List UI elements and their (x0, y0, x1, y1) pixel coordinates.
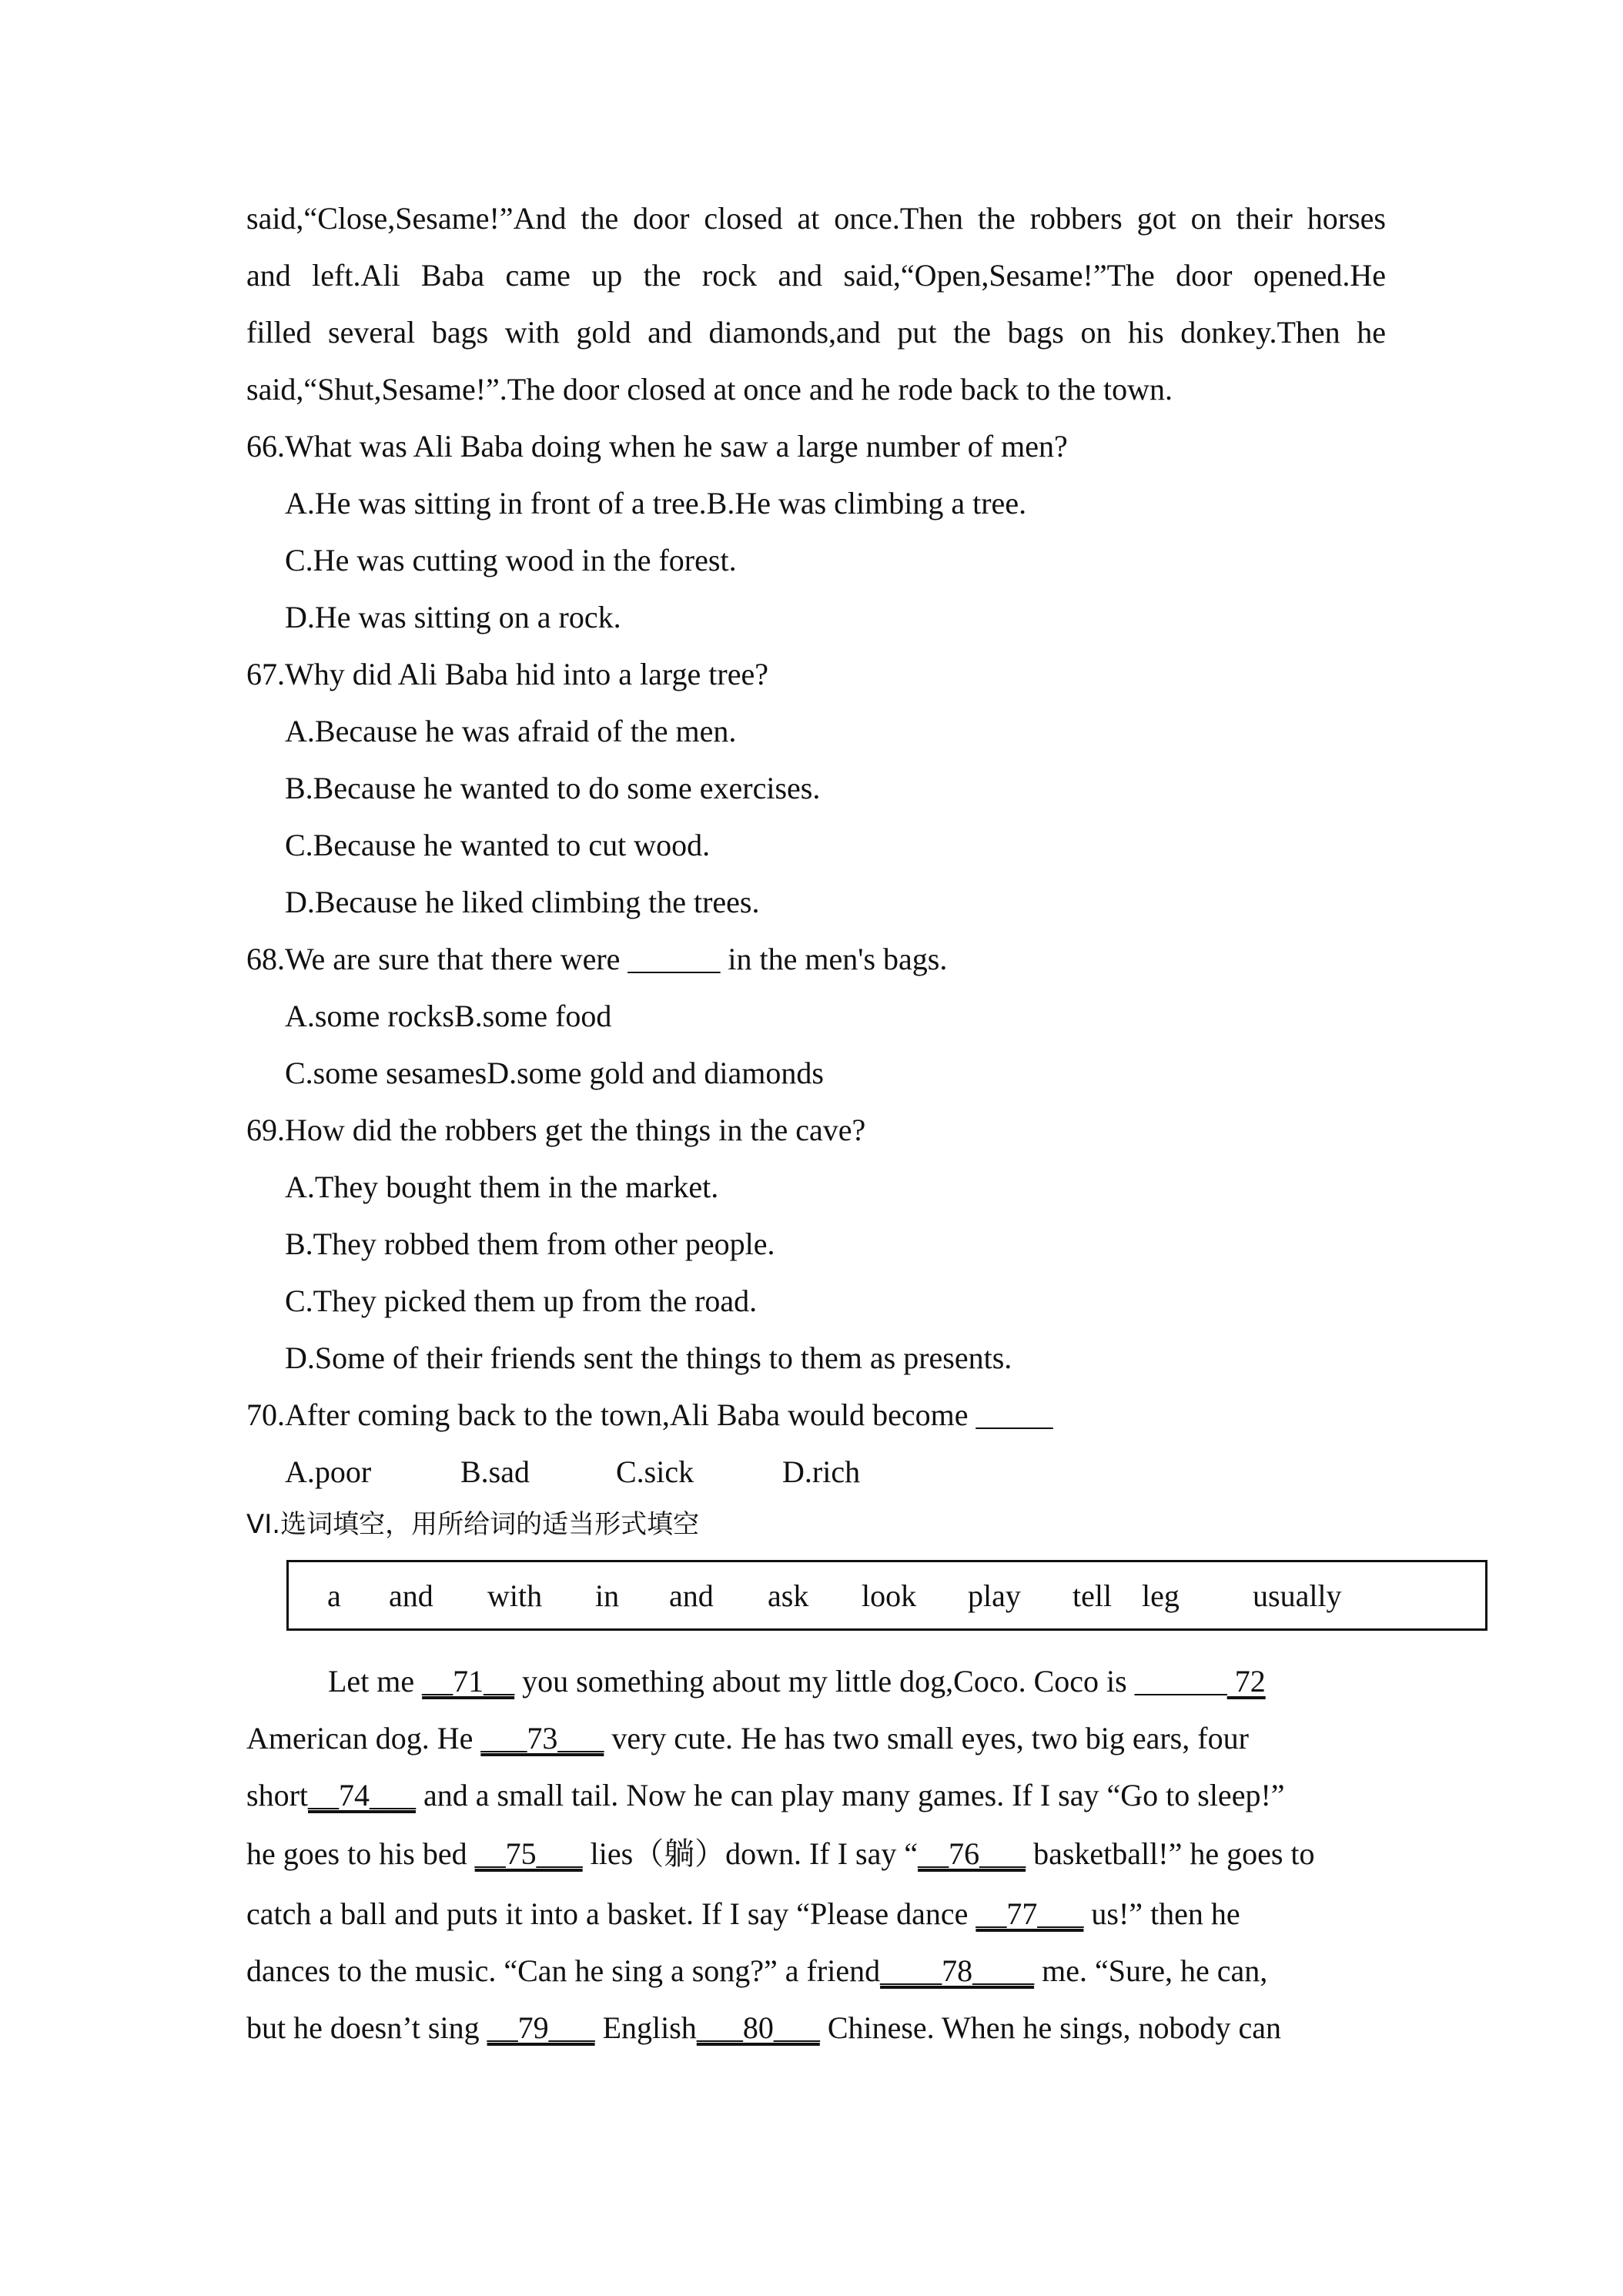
question-67-option: B.Because he wanted to do some exercises. (285, 771, 821, 805)
blank-72[interactable]: ______ (1134, 1664, 1227, 1699)
passage-line: said,“Shut,Sesame!”.The door closed at once and he rode back to the town. (246, 372, 1173, 407)
fill-text: Let me (328, 1664, 423, 1699)
question-70-option: B.sad (460, 1454, 530, 1489)
fill-line (246, 1777, 1386, 1814)
blank-77[interactable]: __77___ (975, 1896, 1084, 1931)
fill-line (328, 1663, 1386, 1700)
word-bank-item: in (595, 1578, 620, 1613)
fill-line (246, 1953, 1386, 1990)
fill-text: and a small tail. Now he can play many games. If I say “Go to sleep!” (416, 1778, 1285, 1812)
question-70-option: C.sick (616, 1454, 694, 1489)
fill-line (246, 1836, 1386, 1873)
passage-line: filled several bags with gold and diamonds,and put the bags on his donkey.Then he (246, 315, 1386, 350)
word-bank-item: leg (1142, 1578, 1180, 1613)
question-67-stem: 67.Why did Ali Baba hid into a large tree? (246, 657, 768, 691)
fill-text: me. “Sure, he can, (1034, 1953, 1268, 1988)
blank-76[interactable]: __76___ (918, 1836, 1026, 1871)
fill-text: very cute. He has two small eyes, two big ears, four (604, 1721, 1249, 1755)
question-67-option: D.Because he liked climbing the trees. (285, 885, 760, 919)
section-title: VI.选词填空，用所给词的适当形式填空 (246, 1509, 700, 1540)
fill-text: you something about my little dog,Coco. Coco is (514, 1664, 1135, 1699)
passage-line: said,“Close,Sesame!”And the door closed at once.Then the robbers got on their horses (246, 201, 1386, 236)
blank-73[interactable]: ___73___ (480, 1721, 604, 1755)
question-70-option: D.rich (782, 1454, 861, 1489)
question-69-option: A.They bought them in the market. (285, 1170, 719, 1204)
fill-text: basketball!” he goes to (1026, 1836, 1315, 1871)
fill-text: he goes to his bed (246, 1836, 475, 1871)
word-bank-item: play (968, 1578, 1021, 1613)
question-67-option: A.Because he was afraid of the men. (285, 714, 737, 748)
fill-line (246, 1720, 1386, 1757)
blank-78[interactable]: ____78____ (880, 1953, 1035, 1988)
fill-line (246, 1896, 1386, 1933)
fill-text: short (246, 1778, 308, 1812)
question-68-stem: 68.We are sure that there were ______ in the men's bags. (246, 942, 948, 976)
fill-text: dances to the music. “Can he sing a song?” a friend (246, 1953, 881, 1988)
word-bank-item: ask (768, 1578, 809, 1613)
blank-79[interactable]: __79___ (487, 2010, 595, 2045)
question-68-option: C.some sesamesD.some gold and diamonds (285, 1056, 824, 1090)
word-bank-item: look (862, 1578, 917, 1613)
fill-text: lies（躺）down. If I say “ (582, 1836, 919, 1871)
blank-72-number: 72 (1226, 1664, 1266, 1699)
question-70-option: A.poor (285, 1454, 372, 1489)
word-bank-box (286, 1560, 1487, 1631)
fill-text: Chinese. When he sings, nobody can (819, 2010, 1281, 2045)
question-66-option: D.He was sitting on a rock. (285, 600, 621, 634)
blank-74[interactable]: __74___ (308, 1778, 416, 1812)
question-69-option: D.Some of their friends sent the things to them as presents. (285, 1340, 1012, 1375)
question-69-option: C.They picked them up from the road. (285, 1284, 758, 1318)
word-bank-item: with (487, 1578, 543, 1613)
question-69-option: B.They robbed them from other people. (285, 1227, 775, 1261)
question-66-option: A.He was sitting in front of a tree.B.He was climbing a tree. (285, 486, 1027, 520)
question-70-stem: 70.After coming back to the town,Ali Baba would become _____ (246, 1397, 1053, 1432)
blank-71[interactable]: __71__ (422, 1664, 515, 1699)
word-bank-item: usually (1253, 1578, 1342, 1613)
question-66-stem: 66.What was Ali Baba doing when he saw a large number of men? (246, 429, 1068, 464)
word-bank-item: tell (1073, 1578, 1113, 1613)
fill-text: English (594, 2010, 697, 2045)
fill-text: but he doesn’t sing (246, 2010, 487, 2045)
passage-line: and left.Ali Baba came up the rock and said,“Open,Sesame!”The door opened.He (246, 258, 1386, 293)
fill-text: catch a ball and puts it into a basket. If I say “Please dance (246, 1896, 976, 1931)
fill-line (246, 2010, 1386, 2047)
word-bank-item: a (327, 1578, 341, 1613)
blank-80[interactable]: ___80___ (696, 2010, 820, 2045)
question-69-stem: 69.How did the robbers get the things in the cave? (246, 1113, 866, 1147)
question-66-option: C.He was cutting wood in the forest. (285, 543, 737, 577)
question-68-option: A.some rocksB.some food (285, 999, 612, 1033)
word-bank-item: and (669, 1578, 714, 1613)
question-67-option: C.Because he wanted to cut wood. (285, 828, 711, 862)
fill-text: American dog. He (246, 1721, 481, 1755)
fill-text: us!” then he (1083, 1896, 1240, 1931)
word-bank-item: and (389, 1578, 433, 1613)
blank-75[interactable]: __75___ (474, 1836, 583, 1871)
